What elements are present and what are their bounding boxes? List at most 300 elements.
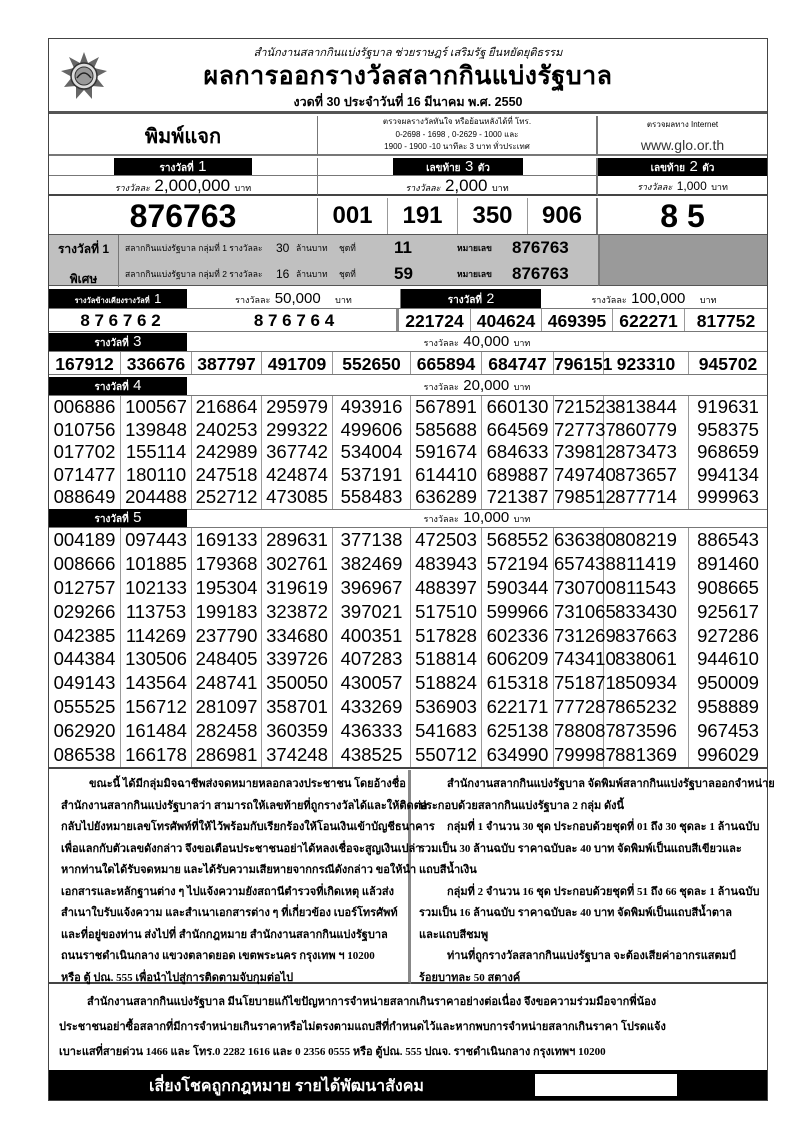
- special-prize-section: [49, 234, 598, 286]
- prize-number: 237790: [192, 624, 262, 648]
- amount-prefix: รางวัลละ: [423, 338, 459, 348]
- notice-line: เพื่อแลกกับตัวเลขดังกล่าว จึงขอเตือนประชาชนอย่าได้หลงเชื่อจะสูญเงินเปล่า: [61, 842, 422, 855]
- notice-line: และที่อยู่ของท่าน ส่งไปที่ สำนักกฎหมาย สำนักงานสลากกินแบ่งรัฐบาล: [61, 928, 388, 941]
- prize-number: 518824: [411, 671, 482, 695]
- amount-value: 20,000: [463, 377, 510, 394]
- prize-number: 536903: [411, 695, 482, 719]
- prize-number: 424874: [262, 464, 333, 487]
- prize-number: 102133: [121, 576, 192, 600]
- prize-number: 436333: [333, 719, 411, 743]
- prize-number: 430057: [333, 671, 411, 695]
- internet-info: [598, 116, 767, 156]
- prize-number: 615318: [482, 671, 554, 695]
- near-second-numbers: [49, 308, 767, 332]
- prize-number: 400351: [333, 624, 411, 648]
- last3-number: 191: [388, 198, 458, 234]
- near-first-amount: [187, 289, 401, 308]
- prize-number: 517828: [411, 624, 482, 648]
- prize-number: 130506: [121, 647, 192, 671]
- prize-number: 923310: [604, 352, 689, 374]
- prize-number: 012757: [49, 576, 121, 600]
- second-prize-number: 817752: [696, 311, 756, 331]
- fifth-prize-amount: [187, 509, 767, 527]
- amount-unit: บาท: [335, 295, 352, 305]
- prize-number: 721523: [554, 396, 616, 417]
- first-prize-header: [49, 158, 318, 176]
- fourth-prize-label: รางวัลที่: [94, 382, 129, 393]
- last3-header: [318, 158, 598, 176]
- special-set: 11: [394, 238, 412, 257]
- amount-value: 2,000,000: [154, 176, 231, 195]
- prize-number: 788087: [554, 720, 616, 742]
- last3-label-suffix: ตัว: [477, 163, 490, 174]
- prize-number: 958889: [697, 696, 759, 718]
- amount-value: 40,000: [463, 333, 510, 350]
- fifth-prize-label: รางวัลที่: [94, 514, 129, 525]
- prize-number: 286981: [192, 743, 262, 767]
- prize-number: 199183: [192, 600, 262, 624]
- prize-number: 517510: [411, 600, 482, 624]
- prize-number: 240253: [192, 419, 262, 442]
- prize-number: 534004: [333, 441, 411, 464]
- prize-number: 055525: [49, 695, 121, 719]
- prize-number: 374248: [262, 743, 333, 767]
- table-row: [49, 624, 767, 648]
- prize-number: 614410: [411, 464, 482, 487]
- special-label-line2: พิเศษ: [69, 272, 98, 286]
- last3-label-num: 3: [465, 158, 474, 175]
- notice-line: กลุ่มที่ 1 จำนวน 30 ชุด ประกอบด้วยชุดที่ 01 ถึง 30 ชุดละ 1 ล้านฉบับ: [447, 821, 760, 833]
- special-amount: 30: [276, 241, 290, 255]
- amount-unit: บาท: [513, 382, 531, 392]
- table-row: [49, 743, 767, 767]
- prize-number: 945702: [698, 354, 758, 374]
- prize-number: 169133: [192, 528, 262, 552]
- prize-number: 968659: [697, 441, 759, 463]
- special-unit: ล้านบาท: [296, 269, 328, 279]
- notice-line: แถบสีน้ำเงิน: [419, 864, 477, 876]
- fourth-prize-amount: [187, 377, 767, 395]
- prize-number: 006886: [49, 396, 121, 419]
- last3-numbers: [318, 198, 598, 234]
- prize-number: 143564: [121, 671, 192, 695]
- prize-number: 537191: [333, 464, 411, 487]
- last3-number: 906: [541, 202, 583, 229]
- prize-number: 204488: [121, 486, 192, 509]
- phone-line: ตรวจผลรางวัลทันใจ หรือย้อนหลังได้ที่ โทร.: [382, 117, 532, 126]
- special-set: 59: [394, 264, 413, 283]
- prize-number: 334680: [262, 624, 333, 648]
- prize-number: 541683: [411, 719, 482, 743]
- scam-warning-notice: [49, 770, 435, 984]
- table-row: [49, 695, 767, 719]
- special-unit: ล้านบาท: [296, 243, 328, 253]
- notice-line: ขณะนี้ ได้มีกลุ่มมิจฉาชีพส่งจดหมายหลอกลวงประชาชน โดยอ้างชื่อ: [89, 778, 406, 790]
- fifth-prize-title: [49, 509, 187, 527]
- prize-number: 252712: [192, 486, 262, 509]
- prize-number: 017702: [49, 441, 121, 464]
- last2-label-suffix: ตัว: [702, 163, 715, 174]
- amount-unit: บาท: [513, 514, 531, 524]
- prize-number: 665894: [411, 352, 482, 374]
- prize-number: 062920: [49, 719, 121, 743]
- last3-label: เลขท้าย: [426, 163, 461, 174]
- amount-prefix: รางวัลละ: [114, 183, 150, 193]
- third-prize-label-num: 3: [133, 333, 142, 350]
- second-prize-number: 221724: [399, 309, 471, 331]
- prize-number: 860779: [604, 419, 689, 442]
- first-prize-label-num: 1: [198, 158, 207, 175]
- prize-number: 838061: [604, 647, 689, 671]
- second-prize-amount: [541, 289, 767, 308]
- second-prize-label-num: 2: [486, 290, 495, 306]
- prize-number: 289631: [262, 528, 333, 552]
- prize-number: 179368: [192, 552, 262, 576]
- prize-number: 558483: [333, 486, 411, 509]
- table-row: [49, 486, 767, 509]
- prize-number: 684633: [482, 441, 554, 464]
- prize-number: 071477: [49, 464, 121, 487]
- org-motto: สำนักงานสลากกินแบ่งรัฐบาล ช่วยราษฎร์ เสริมรัฐ ยืนหยัดยุติธรรม: [253, 47, 563, 59]
- fourth-prize-grid: [49, 395, 767, 510]
- prize-number: 086538: [49, 743, 121, 767]
- prize-number: 877714: [604, 486, 689, 509]
- fourth-prize-label-num: 4: [133, 377, 142, 394]
- prize-number: 319619: [262, 576, 333, 600]
- table-row: [49, 671, 767, 695]
- prize-number: 749740: [554, 463, 616, 485]
- table-row: [49, 419, 767, 442]
- prize-number: 302761: [262, 552, 333, 576]
- prize-number: 967453: [697, 720, 759, 742]
- near-first-number: 8 7 6 7 6 4: [192, 309, 399, 331]
- notice-line: ประกอบด้วยสลากกินแบ่งรัฐบาล 2 กลุ่ม ดังนี้: [419, 799, 625, 812]
- prize-number: 407283: [333, 647, 411, 671]
- third-prize-numbers: [49, 351, 767, 375]
- second-prize-number: 469395: [542, 309, 613, 331]
- prize-number: 281097: [192, 695, 262, 719]
- amount-value: 50,000: [274, 290, 321, 307]
- phone-line: 0-2698 - 1698 , 0-2629 - 1000 และ: [395, 129, 519, 139]
- prize-number: 101885: [121, 552, 192, 576]
- overpricing-notice: [49, 984, 767, 1068]
- prize-number: 950009: [697, 672, 759, 694]
- prize-number: 438525: [333, 743, 411, 767]
- prize-number: 567891: [411, 396, 482, 419]
- last2-label: เลขท้าย: [650, 163, 686, 174]
- amount-unit: บาท: [513, 338, 531, 348]
- prize-number: 377138: [333, 528, 411, 552]
- prize-number: 625138: [482, 719, 554, 743]
- prize-number: 248741: [192, 671, 262, 695]
- amount-prefix: รางวัลละ: [423, 514, 459, 524]
- prize-number: 114269: [121, 624, 192, 648]
- prize-number: 811419: [604, 552, 689, 576]
- near-first-number: 8 7 6 7 6 2: [80, 311, 161, 330]
- prize-number: 493916: [333, 396, 411, 419]
- notice-line: รวมเป็น 30 ล้านฉบับ ราคาฉบับละ 40 บาท จัดพิมพ์เป็นแถบสีเขียวและ: [419, 842, 742, 855]
- fifth-prize-label-num: 5: [133, 509, 142, 526]
- prize-number: 833430: [604, 600, 689, 624]
- prize-number: 049143: [49, 671, 121, 695]
- third-prize-title: [49, 333, 187, 351]
- prize-number: 100567: [121, 396, 192, 419]
- notice-line: ร้อยบาทละ 50 สตางค์: [419, 971, 521, 984]
- notice-line: สำนักงานสลากกินแบ่งรัฐบาล มีนโยบายแก้ไขปัญหาการจำหน่ายสลากเกินราคาอย่างต่อเนื่อง จึงขอความร่วมมือจากพี่น้อง: [87, 996, 657, 1008]
- near-first-label: รางวัลข้างเคียงรางวัลที่: [74, 296, 150, 305]
- notice-line: รวมเป็น 16 ล้านฉบับ ราคาฉบับละ 40 บาท จัดพิมพ์เป็นแถบสีน้ำตาล: [419, 907, 732, 919]
- notice-line: กลับไปยังหมายเลขโทรศัพท์ที่ให้ไว้พร้อมกับเรียกร้องให้โอนเงินเข้าบัญชีธนาคาร: [61, 821, 435, 833]
- table-row: [49, 552, 767, 576]
- third-prize-label: รางวัลที่: [94, 338, 129, 349]
- notice-line: สำเนาใบรับแจ้งความ และสำเนาเอกสารต่าง ๆ ที่เกี่ยวข้อง เบอร์โทรศัพท์: [61, 907, 398, 919]
- prize-number: 927286: [697, 624, 759, 646]
- prize-number: 139848: [121, 419, 192, 442]
- amount-value: 2,000: [444, 176, 488, 195]
- last2-number: 8 5: [660, 198, 705, 234]
- notice-line: ประชาชนอย่าซื้อสลากที่มีการจำหน่ายเกินราคาหรือไม่ตรงตามแถบสีที่กำหนดไว้และหากพบการจำหน่ายสลากเกินราคา โปรดแจ้ง: [59, 1021, 666, 1033]
- prize-number: 908665: [697, 576, 759, 598]
- notice-line: ท่านที่ถูกรางวัลสลากกินแบ่งรัฐบาล จะต้องเสียค่าอากรแสตมป์: [447, 950, 736, 962]
- near-first-title: [49, 289, 187, 308]
- first-prize-number: 876763: [49, 198, 318, 234]
- prize-number: 958375: [697, 418, 759, 440]
- fifth-prize-grid: [49, 527, 767, 769]
- prize-number: 488397: [411, 576, 482, 600]
- prize-number: 350050: [262, 671, 333, 695]
- amount-prefix: รางวัลละ: [591, 295, 627, 305]
- prize-number: 994134: [697, 463, 759, 485]
- amount-unit: บาท: [711, 182, 728, 192]
- notice-line: เอกสารและหลักฐานต่าง ๆ ไปแจ้งความยังสถานีตำรวจที่เกิดเหตุ แล้วส่ง: [61, 885, 395, 898]
- first-prize-label: รางวัลที่: [159, 163, 194, 174]
- table-row: [49, 576, 767, 600]
- table-row: [49, 647, 767, 671]
- prize-number: 813844: [604, 396, 689, 419]
- prize-number: 873657: [604, 464, 689, 487]
- prize-number: 730700: [554, 576, 616, 598]
- last2-label-num: 2: [689, 158, 698, 175]
- prize-number: 097443: [121, 528, 192, 552]
- prize-number: 433269: [333, 695, 411, 719]
- special-desc: สลากกินแบ่งรัฐบาล กลุ่มที่ 1 รางวัลละ: [125, 243, 263, 253]
- last3-title: [393, 158, 523, 175]
- prize-number: 731269: [554, 624, 616, 646]
- prize-number: 664569: [482, 419, 554, 442]
- phone-line: 1900 - 1900 -10 นาทีละ 3 บาท ทั่วประเทศ: [384, 142, 530, 151]
- prize-number: 396967: [333, 576, 411, 600]
- prize-number: 636289: [411, 486, 482, 509]
- notice-line: หากท่านใดได้รับจดหมาย และได้รับความเสียหายจากกรณีดังกล่าว ขอให้นำ: [61, 864, 417, 876]
- phone-info: [318, 116, 598, 156]
- second-prize-title: [401, 289, 541, 308]
- prize-number: 367742: [262, 441, 333, 464]
- amount-prefix: รางวัลละ: [637, 182, 673, 192]
- prize-number: 161484: [121, 719, 192, 743]
- prize-number: 029266: [49, 600, 121, 624]
- prize-number: 550712: [411, 743, 482, 767]
- prize-number: 008666: [49, 552, 121, 576]
- prize-number: 585688: [411, 419, 482, 442]
- prize-number: 721387: [482, 486, 554, 509]
- prize-number: 518814: [411, 647, 482, 671]
- prize-number: 180110: [121, 464, 192, 487]
- table-row: [49, 719, 767, 743]
- lottery-groups-notice: [411, 770, 775, 984]
- prize-number: 727737: [554, 418, 616, 440]
- amount-prefix: รางวัลละ: [405, 183, 441, 193]
- table-row: [49, 528, 767, 552]
- amount-unit: บาท: [491, 183, 509, 193]
- prize-number: 657438: [554, 552, 616, 574]
- last3-number: 350: [458, 198, 528, 234]
- notice-line: หรือ ตู้ ปณ. 555 เพื่อนำไปสู่การติดตามจับกุมต่อไป: [61, 971, 294, 984]
- second-prize-number: 404624: [471, 309, 542, 331]
- prize-number: 155114: [121, 441, 192, 464]
- prize-number: 634990: [482, 743, 554, 767]
- special-number: 876763: [512, 264, 569, 283]
- table-row: [49, 441, 767, 464]
- prize-number: 743410: [554, 648, 616, 670]
- prize-number: 944610: [697, 648, 759, 670]
- prize-number: 242989: [192, 441, 262, 464]
- amount-unit: บาท: [234, 183, 252, 193]
- special-set-label: ชุดที่: [339, 243, 356, 253]
- third-prize-amount: [187, 333, 767, 351]
- prize-number: 837663: [604, 624, 689, 648]
- notice-line: เบาะแสที่สายด่วน 1466 และ โทร.0 2282 1616 และ 0 2356 0555 หรือ ตู้ปณ. 555 ปณจ. ราชดำเนินกลาง กรุงเทพฯ 10200: [59, 1046, 606, 1058]
- prize-number: 472503: [411, 528, 482, 552]
- special-label-line1: รางวัลที่ 1: [57, 242, 110, 256]
- prize-number: 865232: [604, 695, 689, 719]
- prize-number: 811543: [604, 576, 689, 600]
- first-prize-title: [114, 158, 252, 175]
- footer-slogan: เสี่ยงโชคถูกกฎหมาย รายได้พัฒนาสังคม: [149, 1078, 424, 1095]
- prize-number: 891460: [697, 552, 759, 574]
- prize-number: 499606: [333, 419, 411, 442]
- header: [49, 39, 767, 114]
- prize-number: 247518: [192, 464, 262, 487]
- prize-number: 156712: [121, 695, 192, 719]
- prize-number: 591674: [411, 441, 482, 464]
- prize-number: 088649: [49, 486, 121, 509]
- prize-number: 473085: [262, 486, 333, 509]
- prize-number: 808219: [604, 528, 689, 552]
- special-desc: สลากกินแบ่งรัฐบาล กลุ่มที่ 2 รางวัลละ: [125, 269, 263, 279]
- prize-number: 684747: [482, 352, 554, 374]
- prize-number: 360359: [262, 719, 333, 743]
- prize-number: 572194: [482, 552, 554, 576]
- lottery-results-sheet: [48, 38, 775, 1101]
- notice-line: กลุ่มที่ 2 จำนวน 16 ชุด ประกอบด้วยชุดที่ 51 ถึง 66 ชุดละ 1 ล้านฉบับ: [447, 885, 760, 898]
- prize-number: 004189: [49, 528, 121, 552]
- prize-number: 491709: [262, 352, 333, 374]
- prize-number: 299322: [262, 419, 333, 442]
- amount-value: 100,000: [631, 290, 686, 307]
- prize-number: 999963: [697, 486, 759, 508]
- fourth-prize-title: [49, 377, 187, 395]
- print-label: พิมพ์แจก: [144, 126, 222, 148]
- amount-value: 10,000: [463, 509, 510, 526]
- prize-number: 044384: [49, 647, 121, 671]
- near-first-label-num: 1: [154, 291, 162, 306]
- prize-number: 295979: [262, 396, 333, 419]
- amount-unit: บาท: [699, 295, 717, 305]
- notice-line: และแถบสีชมพู: [419, 928, 489, 941]
- amount-prefix: รางวัลละ: [423, 382, 459, 392]
- prize-number: 602336: [482, 624, 554, 648]
- prize-number: 339726: [262, 647, 333, 671]
- prize-number: 739812: [554, 441, 616, 463]
- last2-amount: [598, 176, 767, 196]
- internet-label: ตรวจผลทาง Internet: [646, 120, 719, 129]
- special-row: [119, 261, 598, 287]
- prize-number: 248405: [192, 647, 262, 671]
- print-label-cell: [49, 116, 318, 156]
- special-set-label: ชุดที่: [339, 269, 356, 279]
- last3-number: 001: [318, 198, 388, 234]
- prize-number: 751871: [554, 672, 616, 694]
- special-prize-label: [49, 235, 119, 287]
- prize-number: 873596: [604, 719, 689, 743]
- prize-number: 483943: [411, 552, 482, 576]
- amount-value: 1,000: [676, 179, 707, 193]
- prize-number: 660130: [482, 396, 554, 419]
- special-row: [119, 235, 598, 261]
- prize-number: 568552: [482, 528, 554, 552]
- website-link[interactable]: www.glo.or.th: [640, 137, 725, 153]
- prize-number: 397021: [333, 600, 411, 624]
- last3-amount: [318, 176, 598, 196]
- table-row: [49, 464, 767, 487]
- notice-line: ถนนราชดำเนินกลาง แขวงตลาดยอด เขตพระนคร กรุงเทพ ฯ 10200: [61, 950, 375, 962]
- first-prize-amount: [49, 176, 318, 196]
- special-num-label: หมายเลข: [457, 269, 492, 279]
- prize-number: 731065: [554, 600, 616, 622]
- prize-number: 195304: [192, 576, 262, 600]
- second-prize-number: 622271: [613, 309, 685, 331]
- prize-number: 167912: [49, 352, 121, 374]
- prize-number: 382469: [333, 552, 411, 576]
- prize-number: 010756: [49, 419, 121, 442]
- footer-blank-box: [535, 1074, 677, 1096]
- prize-number: 323872: [262, 600, 333, 624]
- prize-number: 777287: [554, 696, 616, 718]
- prize-number: 925617: [697, 600, 759, 622]
- prize-number: 042385: [49, 624, 121, 648]
- prize-number: 599966: [482, 600, 554, 624]
- prize-number: 552650: [333, 352, 411, 374]
- footer-bar: [49, 1070, 767, 1100]
- second-prize-label: รางวัลที่: [447, 295, 482, 306]
- prize-number: 590344: [482, 576, 554, 600]
- draw-info: งวดที่ 30 ประจำวันที่ 16 มีนาคม พ.ศ. 2550: [293, 95, 523, 109]
- prize-number: 689887: [482, 464, 554, 487]
- prize-number: 919631: [697, 396, 759, 417]
- prize-number: 166178: [121, 743, 192, 767]
- last2-title: [598, 158, 767, 176]
- prize-number: 886543: [697, 529, 759, 550]
- prize-number: 850934: [604, 671, 689, 695]
- amount-prefix: รางวัลละ: [235, 295, 271, 305]
- page-title: ผลการออกรางวัลสลากกินแบ่งรัฐบาล: [203, 62, 613, 90]
- special-number: 876763: [512, 238, 569, 257]
- special-empty-box: [598, 234, 767, 286]
- prize-number: 336676: [121, 352, 192, 374]
- prize-number: 798512: [554, 486, 616, 508]
- special-amount: 16: [276, 267, 290, 281]
- prize-number: 881369: [604, 743, 689, 767]
